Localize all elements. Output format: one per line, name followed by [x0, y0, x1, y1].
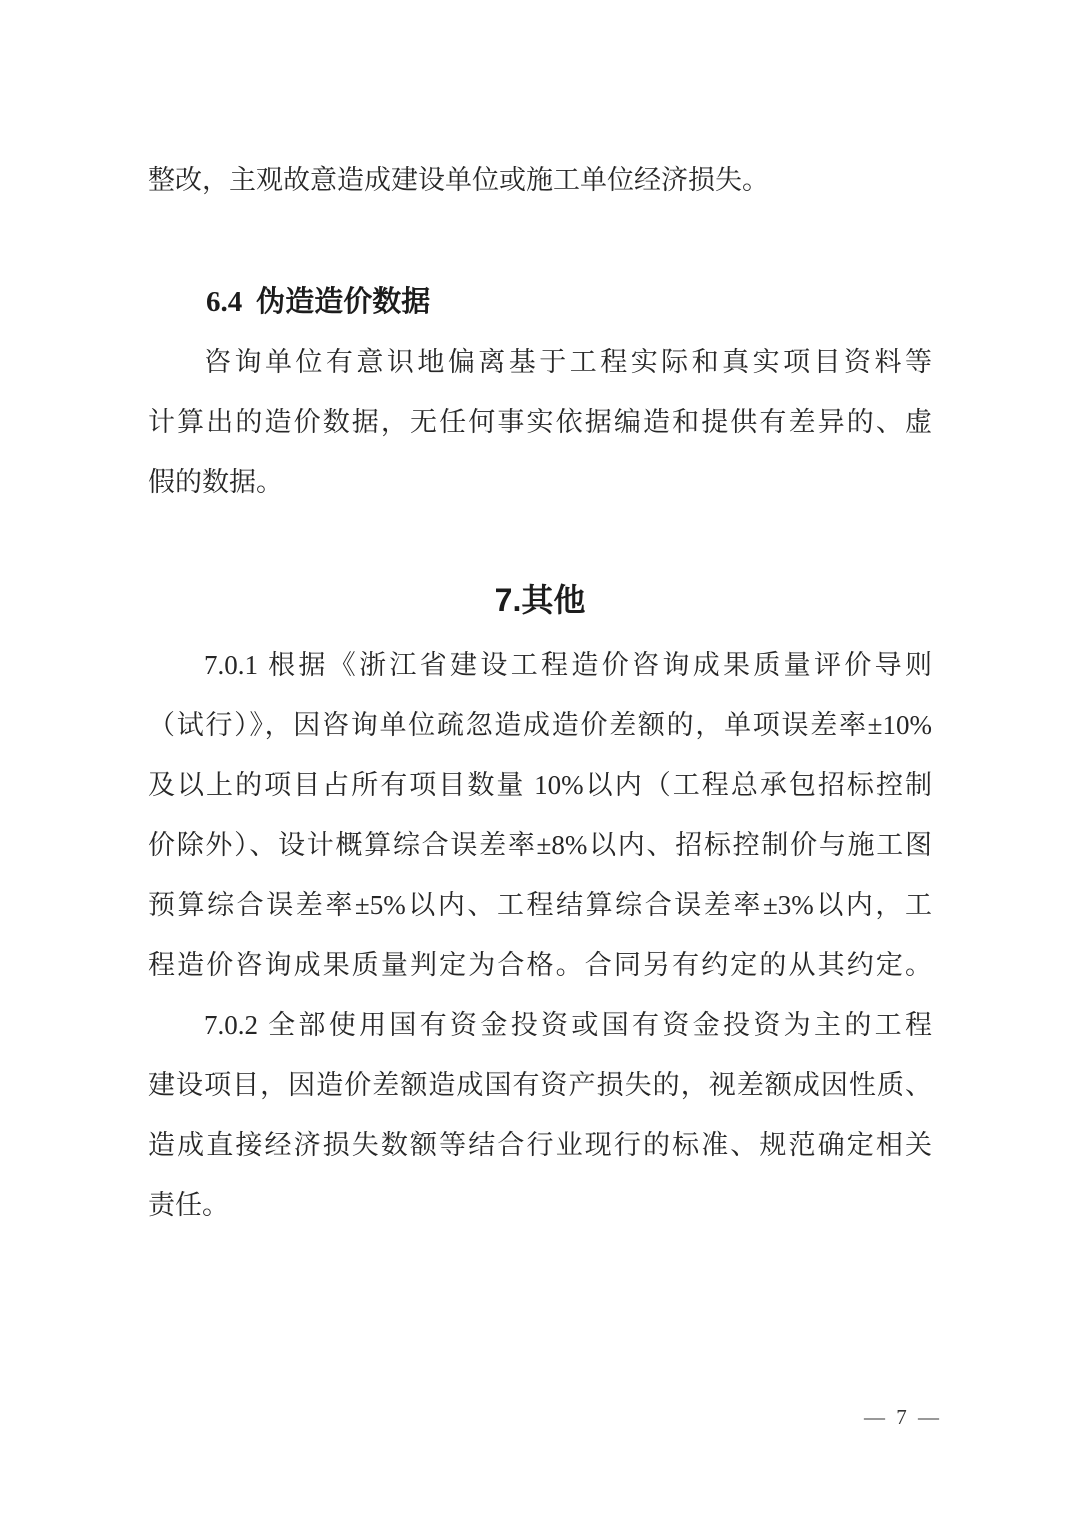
section-title: 伪造造价数据: [256, 286, 431, 318]
section-number: 6.4: [206, 286, 243, 318]
text-line: 7.0.1 根据《浙江省建设工程造价咨询成果质量评价导则: [204, 650, 932, 680]
text-line: 7.0.2 全部使用国有资金投资或国有资金投资为主的工程: [204, 1010, 932, 1040]
paragraph-6-4-body: [148, 332, 932, 512]
section-heading-6-4: [148, 272, 990, 332]
page-number: — 7 —: [864, 1405, 942, 1429]
paragraph-7-0-2: [148, 995, 932, 1235]
paragraph-7-0-1: [148, 635, 932, 995]
text-line: 咨询单位有意识地偏离基于工程实际和真实项目资料等: [204, 347, 932, 377]
text-line: 假的数据。: [148, 467, 283, 497]
text-line: 责任。: [148, 1190, 229, 1220]
text-line: 建设项目，因造价差额造成国有资产损失的，视差额成因性质、: [148, 1070, 932, 1100]
text-line: 造成直接经济损失数额等结合行业现行的标准、规范确定相关: [148, 1130, 932, 1160]
text-line: 及以上的项目占所有项目数量 10%以内（工程总承包招标控制: [148, 770, 932, 800]
text-line: 预算综合误差率±5%以内、工程结算综合误差率±3%以内，工: [148, 890, 932, 920]
paragraph-continuation: [148, 150, 932, 210]
text-line: 整改，主观故意造成建设单位或施工单位经济损失。: [148, 165, 769, 195]
text-line: 程造价咨询成果质量判定为合格。合同另有约定的从其约定。: [148, 950, 932, 980]
chapter-heading-7: 7.其他: [494, 582, 586, 618]
text-line: 计算出的造价数据，无任何事实依据编造和提供有差异的、虚: [148, 407, 932, 437]
text-line: 价除外）、设计概算综合误差率±8%以内、招标控制价与施工图: [148, 830, 932, 860]
text-line: （试行）》，因咨询单位疏忽造成造价差额的，单项误差率±10%: [148, 710, 932, 740]
